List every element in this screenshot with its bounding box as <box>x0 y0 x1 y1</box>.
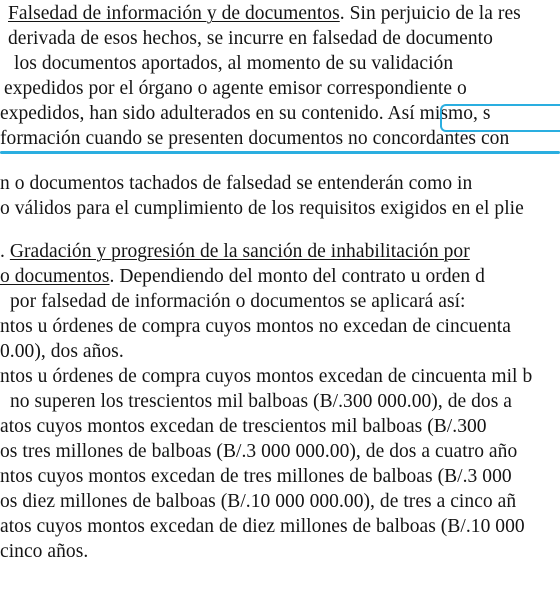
doc-line-17: os tres millones de balboas (B/.3 000 000.00), de dos a cuatro año <box>0 441 518 462</box>
doc-line-5: expedidos, han sido adulterados en su contenido. Así mismo, s <box>0 103 491 124</box>
doc-line-8: o válidos para el cumplimiento de los requisitos exigidos en el plie <box>0 198 524 219</box>
highlight-underline <box>0 151 560 154</box>
doc-line-15: no superen los trescientos mil balboas (B/.300 000.00), de dos a <box>10 391 512 412</box>
doc-line-10: o documentos. Dependiendo del monto del contrato u orden d <box>0 266 485 287</box>
doc-line-20: atos cuyos montos excedan de diez millones de balboas (B/.10 000 <box>0 516 525 537</box>
doc-line-6 <box>0 127 509 151</box>
doc-line-7: n o documentos tachados de falsedad se entenderán como in <box>0 173 473 194</box>
doc-line-1: Falsedad de información y de documentos. Sin perjuicio de la res <box>8 3 521 24</box>
doc-line-18: ntos cuyos montos excedan de tres millones de balboas (B/.3 000 <box>0 466 512 487</box>
doc-line-19: os diez millones de balboas (B/.10 000 000.00), de tres a cinco añ <box>0 491 517 512</box>
highlighted-text: Así mismo, s <box>387 103 491 124</box>
doc-line-11: por falsedad de información o documentos se aplicará así: <box>10 291 466 312</box>
doc-line-4: expedidos por el órgano o agente emisor correspondiente o <box>4 78 467 99</box>
doc-line-3: los documentos aportados, al momento de su validación <box>14 53 454 74</box>
doc-line-9: . Gradación y progresión de la sanción de inhabilitación por <box>0 241 470 262</box>
highlighted-text-continued: formación cuando se presenten documentos no concordantes con <box>0 128 510 149</box>
section-heading-falsedad: Falsedad de información y de documentos <box>8 3 340 24</box>
doc-line-13: 0.00), dos años. <box>0 341 124 362</box>
doc-line-21: cinco años. <box>0 541 89 562</box>
doc-line-2: derivada de esos hechos, se incurre en falsedad de documento <box>8 28 493 49</box>
section-heading-gradacion: Gradación y progresión de la sanción de inhabilitación por <box>9 241 470 262</box>
doc-line-16: atos cuyos montos excedan de trescientos mil balboas (B/.300 <box>0 416 487 437</box>
doc-line-12: ntos u órdenes de compra cuyos montos no excedan de cincuenta <box>0 316 511 337</box>
highlight-box-outline <box>440 104 560 132</box>
doc-line-14: ntos u órdenes de compra cuyos montos excedan de cincuenta mil b <box>0 366 533 387</box>
